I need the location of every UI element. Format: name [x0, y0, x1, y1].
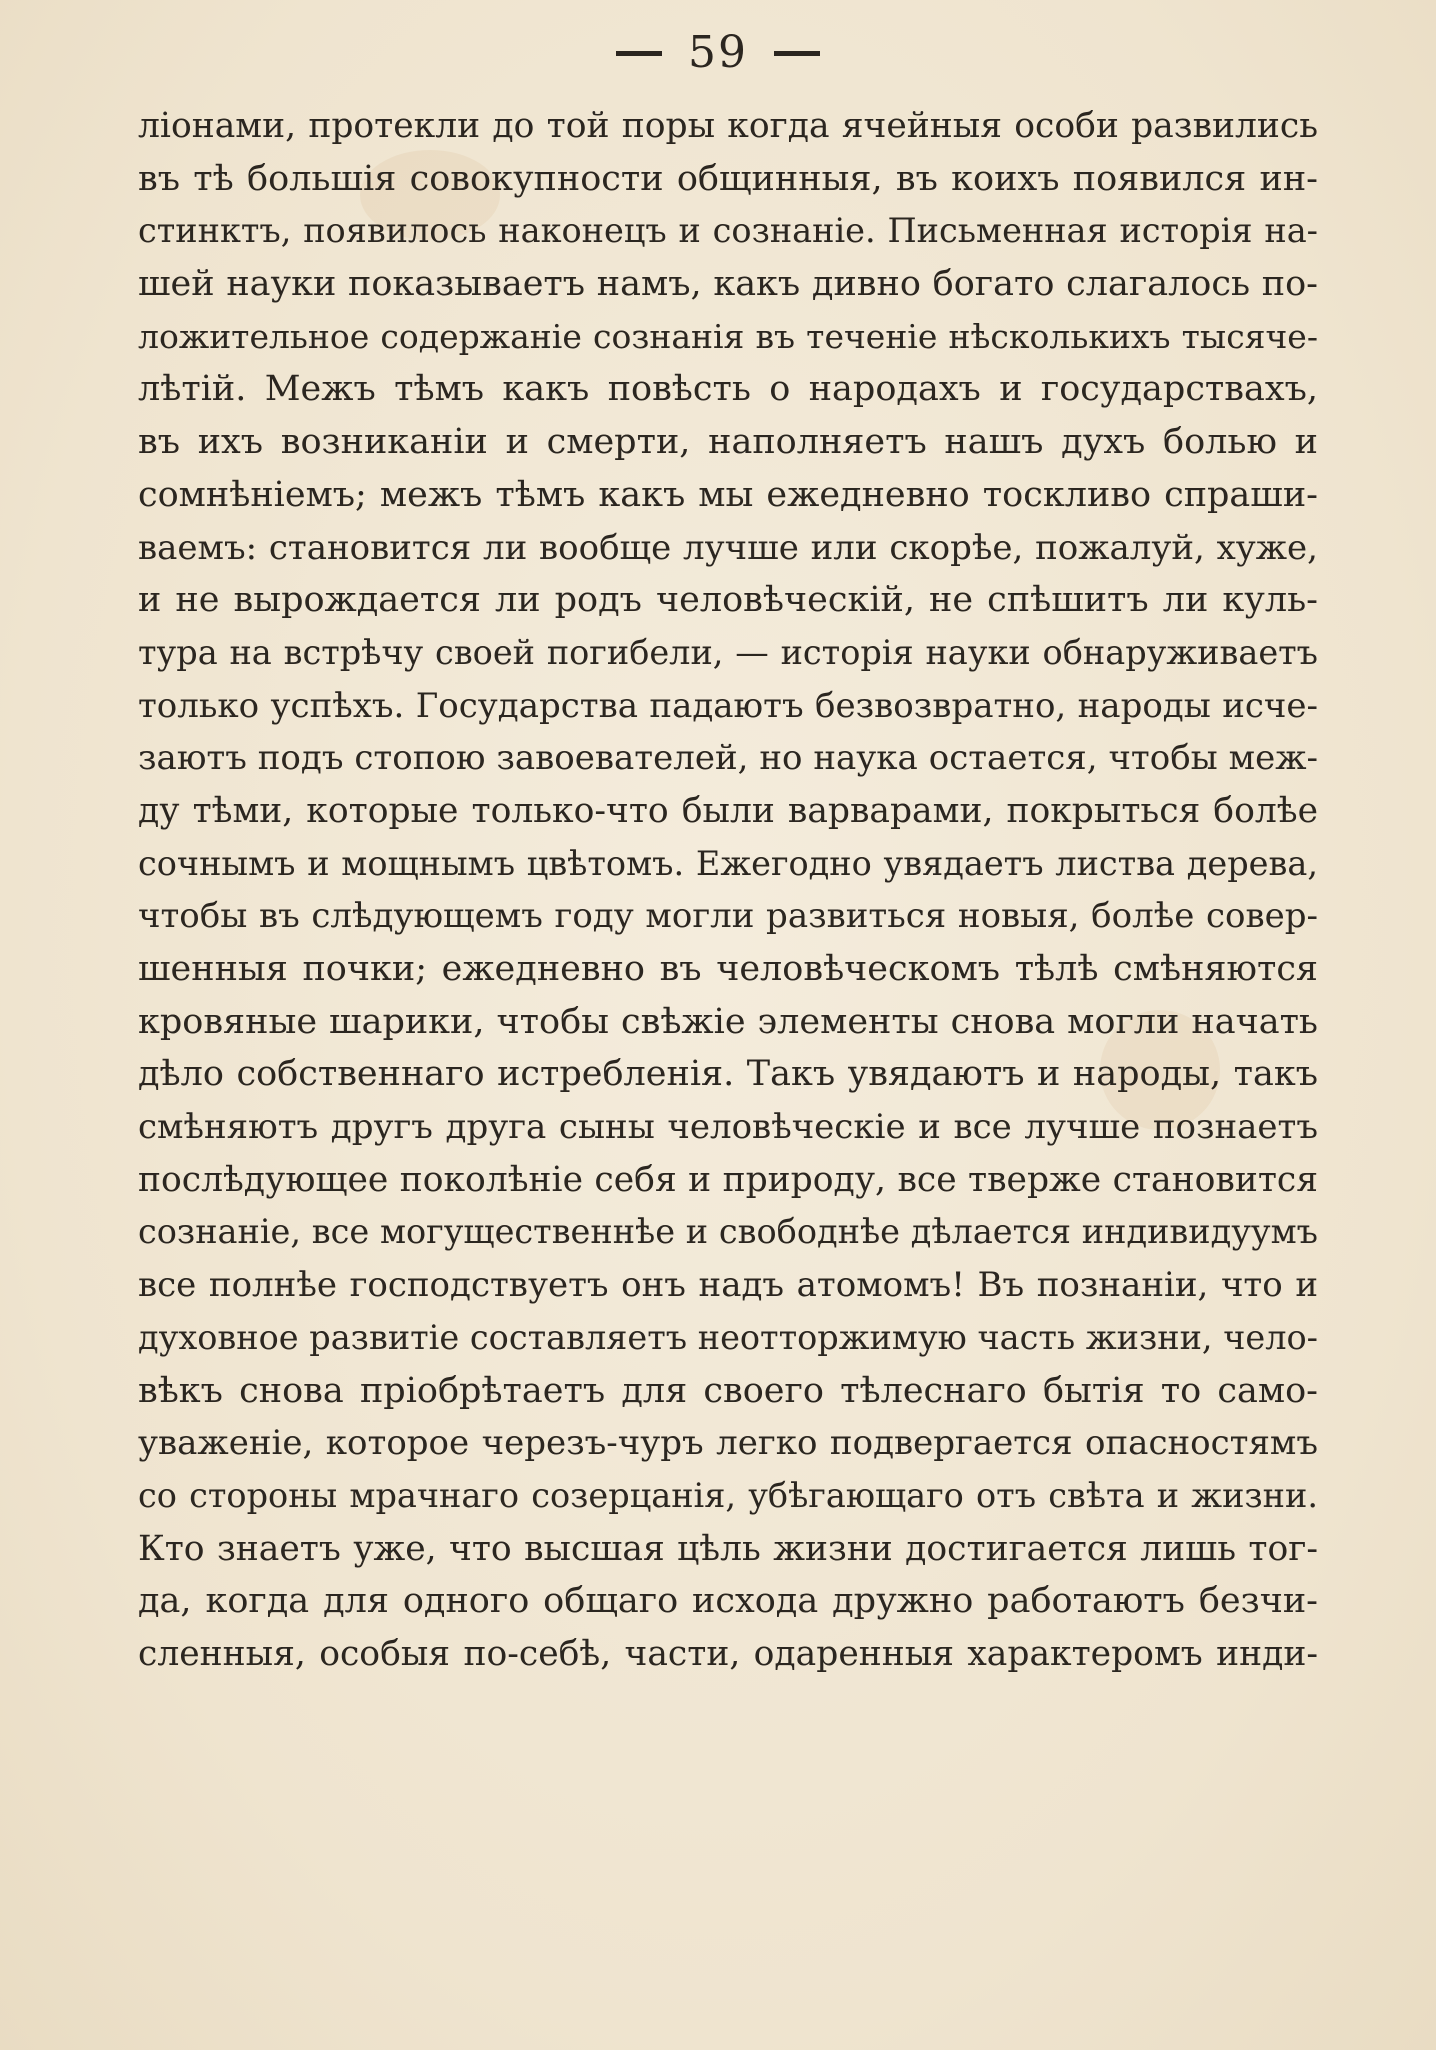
text-line: въ тѣ большія совокупности общинныя, въ коихъ появился ин-	[138, 158, 1318, 199]
text-line: только успѣхъ. Государства падаютъ безвозвратно, народы исче-	[138, 685, 1318, 726]
text-line: стинктъ, появилось наконецъ и сознаніе. Письменная исторія на-	[138, 211, 1318, 251]
text-line: смѣняютъ другъ друга сыны человѣческіе и все лучше познаетъ	[138, 1107, 1318, 1148]
text-line: и не вырождается ли родъ человѣческій, не спѣшитъ ли куль-	[138, 580, 1318, 621]
text-line: со стороны мрачнаго созерцанія, убѣгающаго отъ свѣта и жизни.	[138, 1475, 1318, 1515]
text-line: шенныя почки; ежедневно въ человѣческомъ тѣлѣ смѣняются	[138, 949, 1318, 989]
header-dash-right	[774, 51, 820, 56]
text-line: духовное развитіе составляетъ неотторжимую часть жизни, чело-	[138, 1317, 1318, 1357]
text-line: ваемъ: становится ли вообще лучше или скорѣе, пожалуй, хуже,	[138, 527, 1318, 568]
body-text	[138, 100, 1318, 1681]
text-line: кровяные шарики, чтобы свѣжіе элементы снова могли начать	[138, 1001, 1318, 1042]
text-line: ду тѣми, которые только-что были варварами, покрыться болѣе	[138, 790, 1318, 831]
text-line: тура на встрѣчу своей погибели, — исторія науки обнаруживаетъ	[138, 632, 1318, 672]
text-line: да, когда для одного общаго исхода дружно работаютъ безчи-	[138, 1581, 1318, 1622]
text-line: сленныя, особыя по-себѣ, части, одаренныя характеромъ инди-	[138, 1633, 1318, 1674]
text-line: Кто знаетъ уже, что высшая цѣль жизни достигается лишь тог-	[138, 1528, 1318, 1569]
text-line: все полнѣе господствуетъ онъ надъ атомомъ! Въ познаніи, что и	[138, 1265, 1318, 1306]
header-dash-left	[616, 51, 662, 56]
text-line: сочнымъ и мощнымъ цвѣтомъ. Ежегодно увядаетъ листва дерева,	[138, 843, 1318, 883]
text-line: чтобы въ слѣдующемъ году могли развиться новыя, болѣе совер-	[138, 896, 1318, 937]
text-line: въ ихъ возниканіи и смерти, наполняетъ нашъ духъ болью и	[138, 422, 1318, 463]
text-line: дѣло собственнаго истребленія. Такъ увядаютъ и народы, такъ	[138, 1054, 1318, 1095]
text-line: послѣдующее поколѣніе себя и природу, все тверже становится	[138, 1159, 1318, 1200]
text-line: заютъ подъ стопою завоевателей, но наука остается, чтобы меж-	[138, 738, 1318, 779]
page-number: 59	[688, 27, 748, 78]
text-line: шей науки показываетъ намъ, какъ дивно богато слагалось по-	[138, 264, 1318, 305]
text-line: уваженіе, которое черезъ-чуръ легко подвергается опасностямъ	[138, 1423, 1318, 1464]
text-line: сознаніе, все могущественнѣе и свободнѣе дѣлается индивидуумъ	[138, 1212, 1318, 1252]
text-line: ложительное содержаніе сознанія въ теченіе нѣсколькихъ тысяче-	[138, 316, 1318, 356]
text-line: сомнѣніемъ; межъ тѣмъ какъ мы ежедневно тоскливо спраши-	[138, 474, 1318, 515]
text-line: ліонами, протекли до той поры когда ячейныя особи развились	[138, 106, 1318, 146]
text-line: лѣтій. Межъ тѣмъ какъ повѣсть о народахъ и государствахъ,	[138, 369, 1318, 410]
text-line: вѣкъ снова пріобрѣтаетъ для своего тѣлеснаго бытія то само-	[138, 1370, 1318, 1411]
page-header	[0, 28, 1436, 78]
